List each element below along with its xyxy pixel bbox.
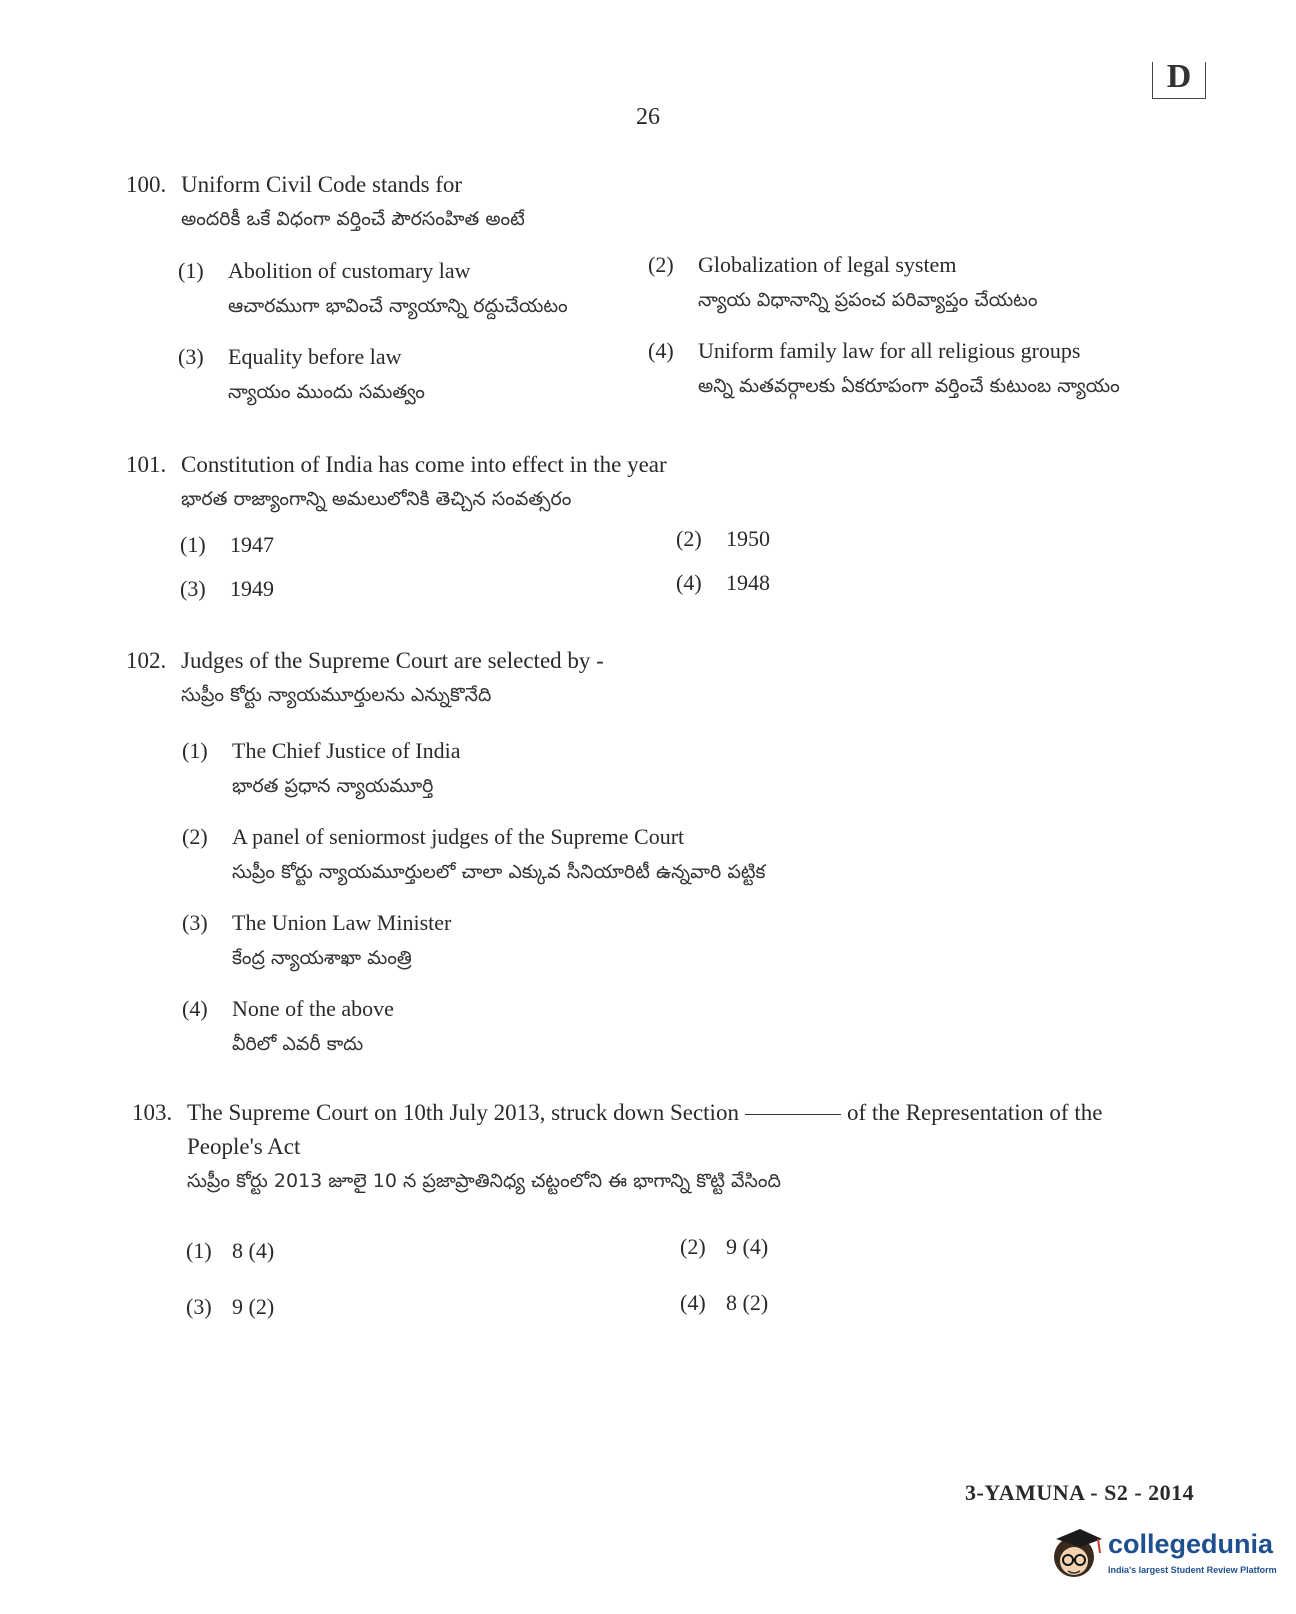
mascot-icon: [1050, 1525, 1106, 1587]
option-text: Abolition of customary law: [228, 258, 471, 283]
option-text-telugu: వీరిలో ఎవరీ కాదు: [232, 1033, 364, 1055]
option-100-1: [178, 254, 568, 324]
option-text: 1947: [230, 532, 274, 557]
option-101-1: [180, 528, 274, 562]
paper-code: 3-YAMUNA - S2 - 2014: [965, 1480, 1195, 1505]
option-text: 8 (2): [726, 1290, 769, 1315]
option-103-3: [186, 1290, 274, 1324]
question-101: [126, 448, 1216, 516]
option-number: (2): [680, 1234, 706, 1259]
question-103: [132, 1096, 1192, 1198]
question-text-telugu: భారత రాజ్యాంగాన్ని అమలులోనికి తెచ్చిన సంవత్సరం: [181, 488, 572, 510]
option-102-1: [182, 734, 461, 804]
option-103-1: [186, 1234, 274, 1268]
question-number: 100.: [126, 172, 167, 197]
question-text-part-c: People's Act: [187, 1134, 301, 1159]
question-text-telugu: అందరికీ ఒకే విధంగా వర్తించే పౌరసంహిత అంటే: [181, 208, 525, 230]
logo-tagline: India's largest Student Review Platform: [1108, 1565, 1277, 1575]
option-text: A panel of seniormost judges of the Supreme Court: [232, 824, 685, 849]
option-101-4: [676, 566, 770, 600]
option-text-telugu: సుప్రీం కోర్టు న్యాయమూర్తులలో చాలా ఎక్కువ సీనియారిటీ ఉన్నవారి పట్టిక: [232, 861, 766, 883]
question-text: Constitution of India has come into effect in the year: [181, 452, 667, 477]
question-text-part-b: of the Representation of the: [846, 1100, 1103, 1125]
question-text: Uniform Civil Code stands for: [181, 172, 463, 197]
collegedunia-logo: [1050, 1525, 1280, 1595]
option-text-telugu: న్యాయ విధానాన్ని ప్రపంచ పరివ్యాప్తం చేయటం: [698, 289, 1038, 311]
option-text: 8 (4): [232, 1238, 275, 1263]
question-text-telugu: సుప్రీం కోర్టు 2013 జూలై 10 న ప్రజాప్రాతినిధ్య చట్టంలోని ఈ భాగాన్ని కొట్టి వేసింది: [187, 1170, 781, 1192]
question-number: 103.: [132, 1100, 173, 1125]
option-101-3: [180, 572, 274, 606]
option-text-telugu: కేంద్ర న్యాయశాఖా మంత్రి: [232, 947, 412, 969]
option-number: (3): [180, 576, 206, 601]
question-text: Judges of the Supreme Court are selected by -: [181, 648, 604, 673]
answer-blank: [745, 1114, 841, 1115]
option-text: The Union Law Minister: [232, 910, 452, 935]
option-102-3: [182, 906, 451, 976]
option-text-telugu: భారత ప్రధాన న్యాయమూర్తి: [232, 775, 434, 797]
option-100-3: [178, 340, 425, 410]
option-number: (1): [180, 532, 206, 557]
option-text: Equality before law: [228, 344, 402, 369]
option-text-telugu: అన్ని మతవర్గాలకు ఏకరూపంగా వర్తించే కుటుంబ న్యాయం: [698, 375, 1120, 397]
option-number: (3): [178, 344, 204, 369]
option-text-telugu: న్యాయం ముందు సమత్వం: [228, 381, 425, 403]
option-number: (4): [680, 1290, 706, 1315]
option-text: None of the above: [232, 996, 394, 1021]
option-text: 1950: [726, 526, 770, 551]
booklet-code: D: [1166, 58, 1192, 95]
option-text: Globalization of legal system: [698, 252, 957, 277]
option-number: (4): [182, 996, 208, 1021]
option-number: (3): [182, 910, 208, 935]
option-number: (2): [676, 526, 702, 551]
question-text-part-a: The Supreme Court on 10th July 2013, struck down Section: [187, 1100, 739, 1125]
option-number: (4): [648, 338, 674, 363]
question-text-telugu: సుప్రీం కోర్టు న్యాయమూర్తులను ఎన్నుకొనేది: [181, 684, 492, 706]
logo-wordmark: collegedunia: [1108, 1529, 1274, 1559]
option-100-2: [648, 248, 1037, 318]
page-number: 26: [636, 104, 660, 130]
option-number: (1): [178, 258, 204, 283]
option-102-4: [182, 992, 394, 1062]
option-100-4: [648, 334, 1120, 404]
option-number: (3): [186, 1294, 212, 1319]
option-number: (4): [676, 570, 702, 595]
question-102: [126, 644, 1216, 712]
option-text-telugu: ఆచారముగా భావించే న్యాయాన్ని రద్దుచేయటం: [228, 295, 568, 317]
option-number: (1): [186, 1238, 212, 1263]
option-103-4: [680, 1286, 768, 1320]
option-number: (2): [182, 824, 208, 849]
question-number: 102.: [126, 648, 167, 673]
option-text: 1949: [230, 576, 274, 601]
option-number: (2): [648, 252, 674, 277]
option-number: (1): [182, 738, 208, 763]
option-text: 9 (2): [232, 1294, 275, 1319]
question-100: [126, 168, 1216, 236]
option-text: The Chief Justice of India: [232, 738, 461, 763]
option-101-2: [676, 522, 770, 556]
question-number: 101.: [126, 452, 167, 477]
option-text: 9 (4): [726, 1234, 769, 1259]
option-text: 1948: [726, 570, 770, 595]
option-text: Uniform family law for all religious groups: [698, 338, 1081, 363]
option-102-2: [182, 820, 765, 890]
option-103-2: [680, 1230, 768, 1264]
booklet-code-box: [1152, 58, 1206, 99]
